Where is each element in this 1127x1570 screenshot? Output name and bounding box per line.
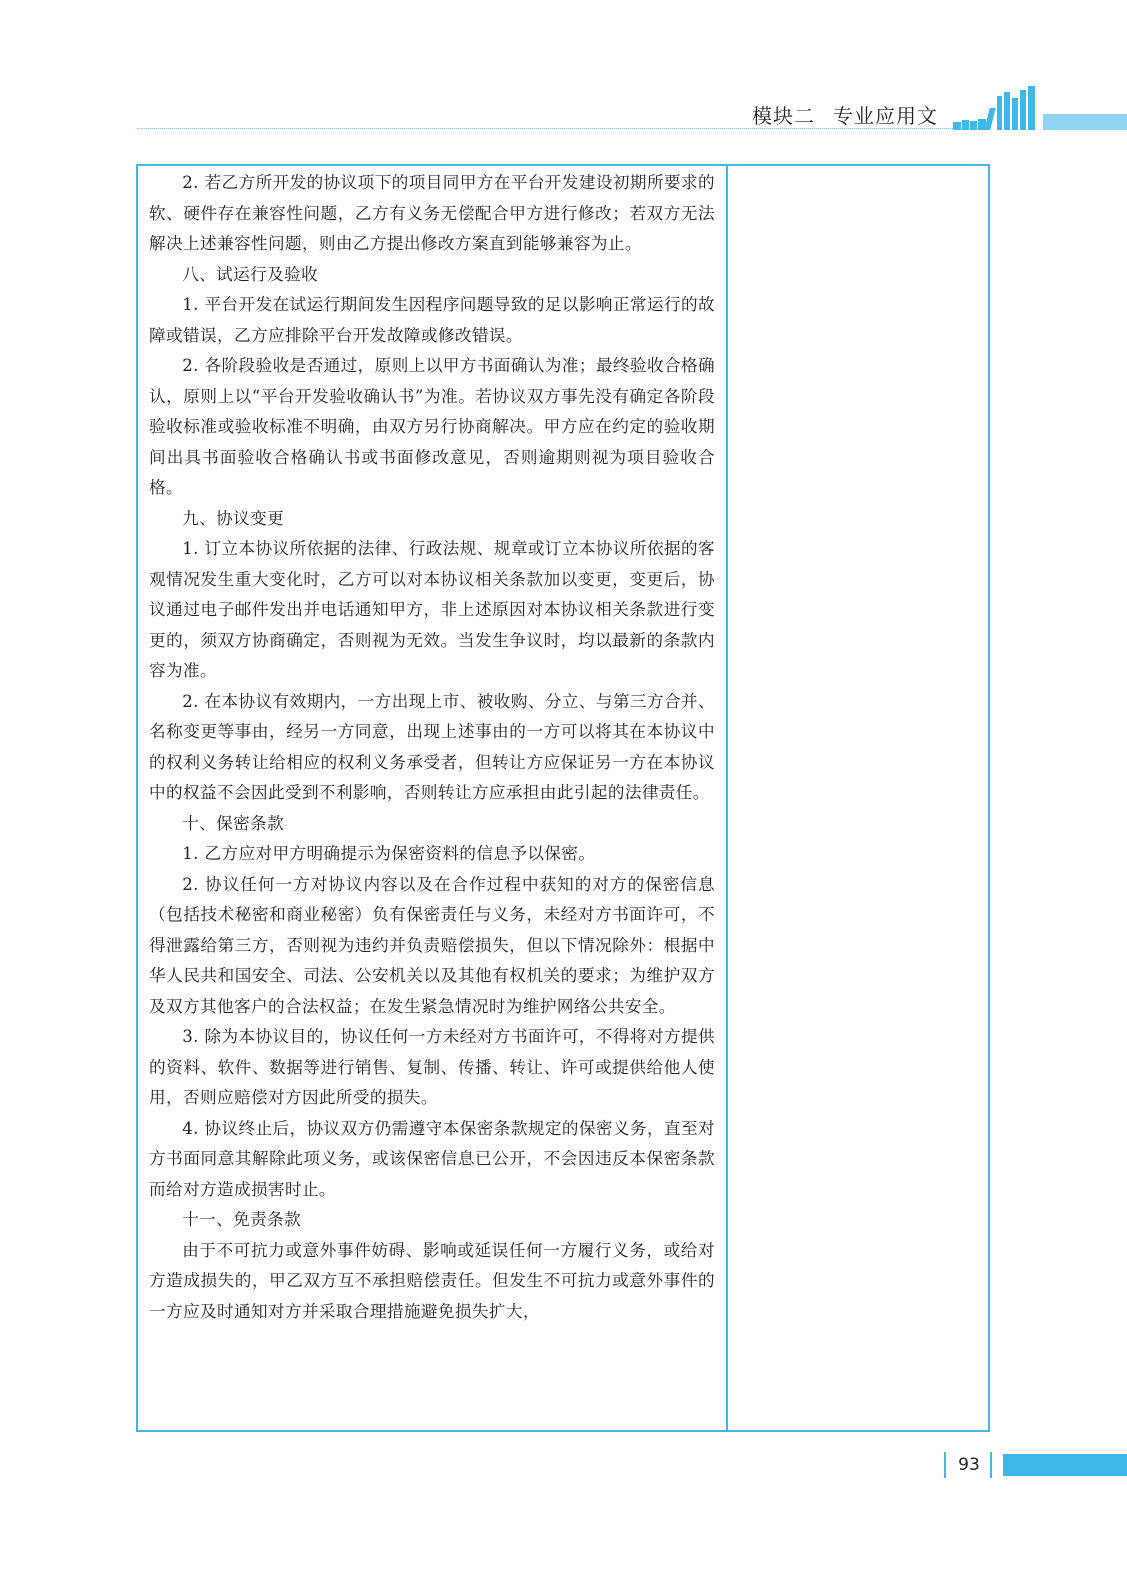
section-heading: 十一、免责条款 bbox=[182, 1210, 302, 1229]
paragraph: 4. 协议终止后，协议双方仍需遵守本保密条款规定的保密义务，直至对方书面同意其解除此项义务，或该保密信息已公开，不会因违反本保密条款而给对方造成损害时止。 bbox=[149, 1118, 715, 1199]
header-rule bbox=[137, 128, 955, 129]
page-number: 93 bbox=[958, 1455, 980, 1475]
section-title: 专业应用文 bbox=[833, 104, 938, 128]
module-label: 模块二 bbox=[752, 104, 815, 128]
paragraph: 1. 订立本协议所依据的法律、行政法规、规章或订立本协议所依据的客观情况发生重大变化时，乙方可以对本协议相关条款加以变更，变更后，协议通过电子邮件发出并电话通知甲方，非上述原因对本协议相关条款进行变更的，须双方协商确定，否则视为无效。当发生争议时，均以最新的条款内容为准。 bbox=[149, 539, 715, 680]
paragraph: 1. 乙方应对甲方明确提示为保密资料的信息予以保密。 bbox=[182, 844, 596, 863]
section-heading: 九、协议变更 bbox=[182, 508, 285, 528]
paragraph: 3. 除为本协议目的，协议任何一方未经对方书面许可，不得将对方提供的资料、软件、数据等进行销售、复制、传播、转让、许可或提供给他人使用，否则应赔偿对方因此所受的损失。 bbox=[149, 1027, 715, 1107]
paragraph: 2. 在本协议有效期内，一方出现上市、被收购、分立、与第三方合并、名称变更等事由，经另一方同意，出现上述事由的一方可以将其在本协议中的权利义务转让给相应的权利义务承受者，但转让方应保证另一方在本协议中的权益不会因此受到不利影响，否则转让方应承担由此引起的法律责任。 bbox=[149, 691, 715, 802]
footer-color-band bbox=[1003, 1454, 1127, 1476]
paragraph: 由于不可抗力或意外事件妨碍、影响或延误任何一方履行义务，或给对方造成损失的，甲乙双方互不承担赔偿责任。但发生不可抗力或意外事件的一方应及时通知对方并采取合理措施避免损失扩大， bbox=[149, 1240, 715, 1321]
section-heading: 十、保密条款 bbox=[182, 813, 285, 833]
paragraph: 2. 若乙方所开发的协议项下的项目同甲方在平台开发建设初期所要求的软、硬件存在兼容性问题，乙方有义务无偿配合甲方进行修改；若双方无法解决上述兼容性问题，则由乙方提出修改方案直到能够兼容为止。 bbox=[149, 173, 715, 253]
page-number-left-rule bbox=[944, 1452, 946, 1478]
margin-column-divider bbox=[726, 166, 728, 1430]
paragraph: 1. 平台开发在试运行期间发生因程序问题导致的足以影响正常运行的故障或错误，乙方应排除平台开发故障或修改错误。 bbox=[149, 295, 715, 345]
page-number-right-rule bbox=[990, 1452, 992, 1478]
paragraph: 2. 协议任何一方对协议内容以及在合作过程中获知的对方的保密信息（包括技术秘密和商业秘密）负有保密责任与义务，未经对方书面许可，不得泄露给第三方，否则视为违约并负责赔偿损失，但以下情况除外：根据中华人民共和国安全、司法、公安机关以及其他有权机关的要求；为维护双方及双方其他客户的合法权益；在发生紧急情况时为维护网络公共安全。 bbox=[149, 874, 715, 1016]
section-heading: 八、试运行及验收 bbox=[182, 264, 319, 284]
header-books-decoration bbox=[953, 86, 1127, 130]
paragraph: 2. 各阶段验收是否通过，原则上以甲方书面确认为准；最终验收合格确认，原则上以“平台开发验收确认书”为准。若协议双方事先没有确定各阶段验收标准或验收标准不明确，由双方另行协商解决。甲方应在约定的验收期间出具书面验收合格确认书或书面修改意见，否则逾期则视为项目验收合格。 bbox=[149, 356, 715, 497]
body-text bbox=[149, 168, 715, 1327]
running-header bbox=[752, 100, 938, 130]
